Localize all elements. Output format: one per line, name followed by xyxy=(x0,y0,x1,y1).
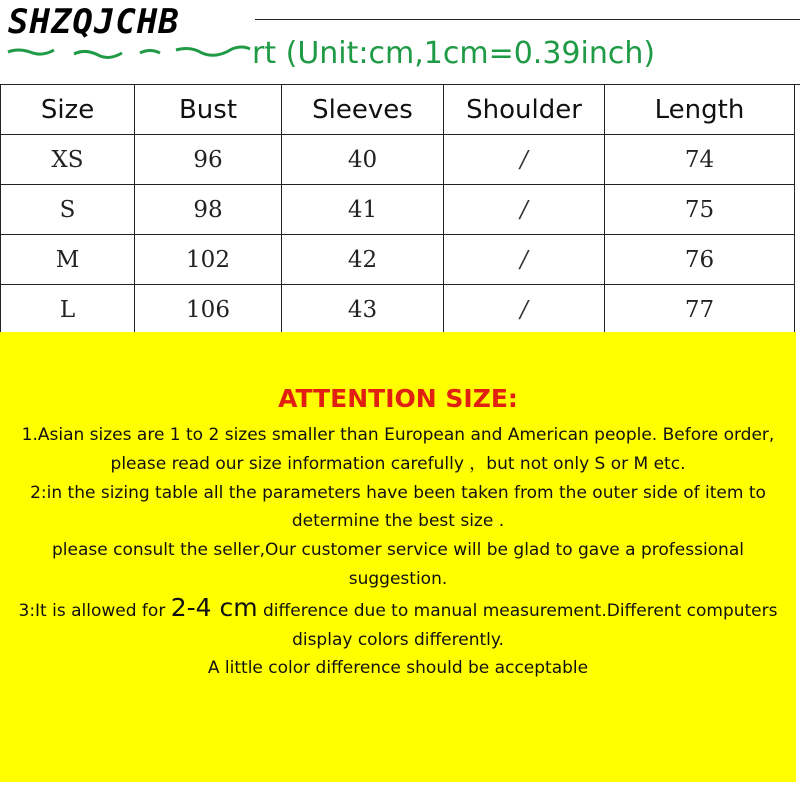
cell-shoulder: / xyxy=(444,135,605,185)
header-bust: Bust xyxy=(135,85,282,135)
cell-bust: 102 xyxy=(135,235,282,285)
notice-line-tolerance xyxy=(0,594,796,655)
cell-bust: 98 xyxy=(135,185,282,235)
table-row xyxy=(1,235,795,285)
cell-length: 75 xyxy=(605,185,795,235)
cell-bust: 106 xyxy=(135,285,282,335)
notice-line: please consult the seller,Our customer service will be glad to gave a professional suggestion. xyxy=(52,540,744,589)
cell-shoulder: / xyxy=(444,285,605,335)
size-table xyxy=(0,84,795,335)
notice-line: 1.Asian sizes are 1 to 2 sizes smaller than European and American people. Before order, xyxy=(21,425,775,445)
cell-shoulder: / xyxy=(444,185,605,235)
table-row xyxy=(1,135,795,185)
cell-length: 74 xyxy=(605,135,795,185)
cell-sleeves: 43 xyxy=(282,285,444,335)
tolerance-suffix: difference due to manual measurement.Different computers display colors differently. xyxy=(257,600,778,650)
brand-divider xyxy=(255,19,800,20)
cell-bust: 96 xyxy=(135,135,282,185)
brand-watermark: SHZQJCHB xyxy=(6,2,186,42)
cell-size: L xyxy=(1,285,135,335)
size-chart-title: rt (Unit:cm,1cm=0.39inch) xyxy=(252,36,656,71)
tolerance-range: 2-4 cm xyxy=(170,592,258,622)
cell-size: S xyxy=(1,185,135,235)
table-header-row xyxy=(1,85,795,135)
header-shoulder: Shoulder xyxy=(444,85,605,135)
table-row xyxy=(1,185,795,235)
notice-line: A little color difference should be acceptable xyxy=(207,658,589,679)
header-size: Size xyxy=(1,85,135,135)
cell-length: 76 xyxy=(605,235,795,285)
header-sleeves: Sleeves xyxy=(282,85,444,135)
cell-size: XS xyxy=(1,135,135,185)
notice-line: please read our size information carefully ，but not only S or M etc. xyxy=(110,453,686,474)
attention-notice xyxy=(0,332,796,782)
cell-shoulder: / xyxy=(444,235,605,285)
cell-size: M xyxy=(1,235,135,285)
cell-sleeves: 41 xyxy=(282,185,444,235)
cell-length: 77 xyxy=(605,285,795,335)
table-row xyxy=(1,285,795,335)
notice-line: 2:in the sizing table all the parameters have been taken from the outer side of item to determine the best size . xyxy=(30,482,766,532)
notice-heading: ATTENTION SIZE: xyxy=(278,384,518,413)
cell-sleeves: 42 xyxy=(282,235,444,285)
cell-sleeves: 40 xyxy=(282,135,444,185)
header-length: Length xyxy=(605,85,795,135)
tolerance-prefix: 3:It is allowed for xyxy=(18,600,171,621)
